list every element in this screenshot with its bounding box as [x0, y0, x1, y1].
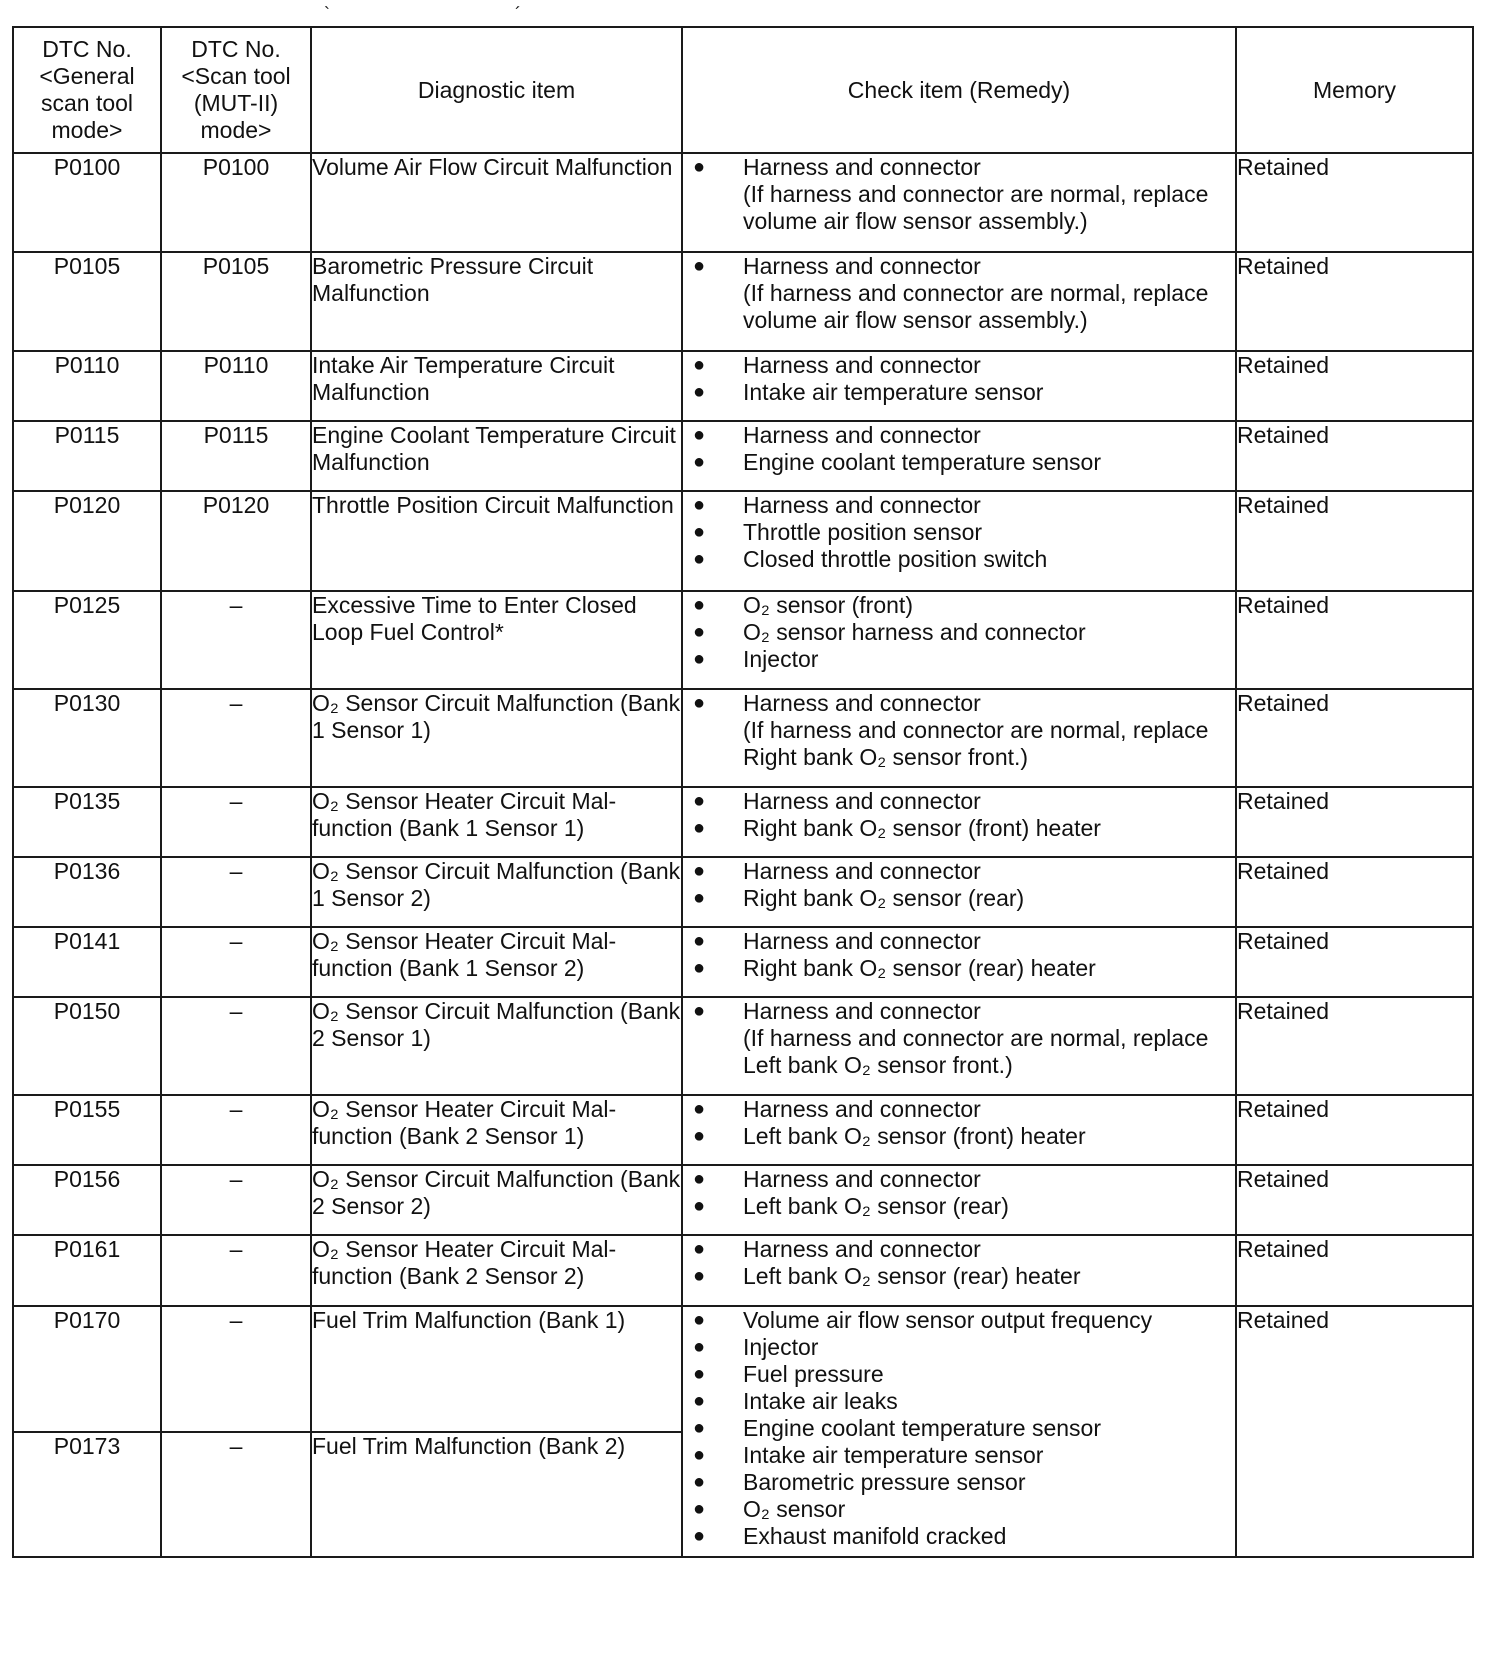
- header-dtc-general: DTC No. <General scan tool mode>: [13, 27, 161, 153]
- bullet-icon: ●: [693, 548, 706, 570]
- bullet-icon: ●: [693, 930, 706, 952]
- check-item-list: [683, 788, 1235, 842]
- memory-status: Retained: [1236, 689, 1473, 787]
- bullet-icon: ●: [693, 1265, 706, 1287]
- check-item: [683, 449, 1235, 476]
- bullet-icon: ●: [693, 1000, 706, 1022]
- bullet-icon: ●: [693, 1525, 706, 1547]
- bullet-icon: ●: [693, 1098, 706, 1120]
- bullet-icon: ●: [693, 451, 706, 473]
- remedy-note: (If harness and connector are normal, replace volume air flow sensor assembly.): [743, 280, 1209, 333]
- check-item: [683, 1469, 1235, 1496]
- check-item: [683, 1415, 1235, 1442]
- dtc-scan-code: –: [161, 997, 311, 1095]
- check-item-text: Exhaust manifold cracked: [743, 1523, 1007, 1549]
- memory-status: Retained: [1236, 997, 1473, 1095]
- check-item: [683, 1496, 1235, 1523]
- check-item-text: Harness and connector: [743, 154, 981, 180]
- check-item-text: Closed throttle position switch: [743, 546, 1048, 572]
- check-item-cell: [682, 252, 1236, 351]
- check-item: [683, 1361, 1235, 1388]
- check-item-text: Harness and connector: [743, 1166, 981, 1192]
- bullet-icon: ●: [693, 1363, 706, 1385]
- bullet-icon: ●: [693, 381, 706, 403]
- check-item: [683, 519, 1235, 546]
- dtc-scan-code: –: [161, 1432, 311, 1557]
- diagnostic-item: Engine Coolant Temperature Circuit Malfunction: [311, 421, 682, 491]
- dtc-scan-code: P0115: [161, 421, 311, 491]
- check-item-text: Intake air temperature sensor: [743, 379, 1044, 405]
- bullet-icon: ●: [693, 494, 706, 516]
- check-item: [683, 1193, 1235, 1220]
- check-item: [683, 998, 1235, 1025]
- remedy-note: (If harness and connector are normal, replace Right bank O₂ sensor front.): [743, 717, 1209, 770]
- dtc-scan-code: –: [161, 591, 311, 689]
- table-row: [13, 787, 1473, 857]
- check-item-list: [683, 422, 1235, 476]
- check-item: [683, 955, 1235, 982]
- check-item-text: Left bank O₂ sensor (rear) heater: [743, 1263, 1081, 1289]
- diagnostic-item: Fuel Trim Malfunction (Bank 2): [311, 1432, 682, 1557]
- dtc-general-code: P0130: [13, 689, 161, 787]
- dtc-scan-code: P0110: [161, 351, 311, 421]
- dtc-table-body: [13, 153, 1473, 1557]
- memory-status: Retained: [1236, 1095, 1473, 1165]
- check-item-text: Intake air leaks: [743, 1388, 898, 1414]
- bullet-icon: ●: [693, 1444, 706, 1466]
- check-item: [683, 646, 1235, 673]
- bullet-icon: ●: [693, 424, 706, 446]
- dtc-scan-code: –: [161, 1165, 311, 1235]
- memory-status: Retained: [1236, 857, 1473, 927]
- check-item-list: [683, 690, 1235, 717]
- bullet-icon: ●: [693, 957, 706, 979]
- check-item: [683, 788, 1235, 815]
- check-item: [683, 1166, 1235, 1193]
- bullet-icon: ●: [693, 1471, 706, 1493]
- remedy-note: (If harness and connector are normal, replace volume air flow sensor assembly.): [743, 181, 1209, 234]
- table-row: [13, 252, 1473, 351]
- bullet-icon: ●: [693, 1336, 706, 1358]
- check-item-text: Harness and connector: [743, 690, 981, 716]
- bullet-icon: ●: [693, 648, 706, 670]
- check-item: [683, 1523, 1235, 1550]
- dtc-general-code: P0136: [13, 857, 161, 927]
- diagnostic-item: O₂ Sensor Circuit Malfunction (Bank 1 Sensor 1): [311, 689, 682, 787]
- dtc-general-code: P0141: [13, 927, 161, 997]
- check-item-cell: [682, 927, 1236, 997]
- bullet-icon: ●: [693, 1125, 706, 1147]
- check-item-text: Right bank O₂ sensor (rear) heater: [743, 955, 1096, 981]
- check-item: [683, 1334, 1235, 1361]
- check-item: [683, 858, 1235, 885]
- bullet-icon: ●: [693, 1417, 706, 1439]
- bullet-icon: ●: [693, 790, 706, 812]
- bullet-icon: ●: [693, 354, 706, 376]
- check-item: [683, 1123, 1235, 1150]
- diagnostic-item: Barometric Pressure Circuit Malfunction: [311, 252, 682, 351]
- check-item: [683, 422, 1235, 449]
- check-item: [683, 1442, 1235, 1469]
- check-item-text: Injector: [743, 1334, 819, 1360]
- table-row: [13, 997, 1473, 1095]
- header-dtc-scan-tool: DTC No. <Scan tool (MUT-II) mode>: [161, 27, 311, 153]
- check-item-text: O₂ sensor harness and connector: [743, 619, 1086, 645]
- check-item-list: [683, 253, 1235, 280]
- bullet-icon: ●: [693, 1168, 706, 1190]
- check-item-text: Harness and connector: [743, 928, 981, 954]
- check-item-text: Injector: [743, 646, 819, 672]
- check-item-text: Harness and connector: [743, 422, 981, 448]
- table-row: [13, 1306, 1473, 1432]
- check-item-cell: [682, 689, 1236, 787]
- check-item: [683, 592, 1235, 619]
- check-item-text: Fuel pressure: [743, 1361, 884, 1387]
- check-item: [683, 928, 1235, 955]
- check-item-cell: [682, 351, 1236, 421]
- diagnostic-item: Excessive Time to Enter Closed Loop Fuel Control*: [311, 591, 682, 689]
- check-item-cell: [682, 997, 1236, 1095]
- table-row: [13, 491, 1473, 591]
- check-item-text: O₂ sensor: [743, 1496, 846, 1522]
- check-item-cell: [682, 1306, 1236, 1557]
- memory-status: Retained: [1236, 1306, 1473, 1557]
- check-item: [683, 154, 1235, 181]
- check-item-cell: [682, 153, 1236, 252]
- check-item-cell: [682, 787, 1236, 857]
- check-item: [683, 1307, 1235, 1334]
- check-item: [683, 492, 1235, 519]
- check-item-list: [683, 492, 1235, 573]
- check-item: [683, 546, 1235, 573]
- table-row: [13, 591, 1473, 689]
- header-row: [13, 27, 1473, 153]
- memory-status: Retained: [1236, 351, 1473, 421]
- dtc-general-code: P0150: [13, 997, 161, 1095]
- header-memory: Memory: [1236, 27, 1473, 153]
- dtc-general-code: P0173: [13, 1432, 161, 1557]
- check-item-list: [683, 352, 1235, 406]
- diagnostic-item: O₂ Sensor Heater Circuit Mal-function (Bank 2 Sensor 2): [311, 1235, 682, 1306]
- check-item: [683, 815, 1235, 842]
- check-item: [683, 379, 1235, 406]
- scan-mark: ´: [515, 4, 521, 24]
- memory-status: Retained: [1236, 591, 1473, 689]
- check-item-cell: [682, 591, 1236, 689]
- check-item-list: [683, 928, 1235, 982]
- memory-status: Retained: [1236, 927, 1473, 997]
- dtc-general-code: P0120: [13, 491, 161, 591]
- check-item-cell: [682, 491, 1236, 591]
- dtc-table: [12, 26, 1474, 1558]
- memory-status: Retained: [1236, 787, 1473, 857]
- diagnostic-item: O₂ Sensor Circuit Malfunction (Bank 1 Sensor 2): [311, 857, 682, 927]
- check-item-cell: [682, 1095, 1236, 1165]
- dtc-general-code: P0125: [13, 591, 161, 689]
- dtc-table-page: [12, 4, 1472, 1558]
- check-item-text: Harness and connector: [743, 788, 981, 814]
- diagnostic-item: O₂ Sensor Circuit Malfunction (Bank 2 Sensor 2): [311, 1165, 682, 1235]
- dtc-general-code: P0115: [13, 421, 161, 491]
- dtc-scan-code: –: [161, 927, 311, 997]
- dtc-general-code: P0155: [13, 1095, 161, 1165]
- bullet-icon: ●: [693, 692, 706, 714]
- table-row: [13, 689, 1473, 787]
- check-item-list: [683, 1166, 1235, 1220]
- dtc-scan-code: –: [161, 689, 311, 787]
- bullet-icon: ●: [693, 521, 706, 543]
- check-item-text: Harness and connector: [743, 858, 981, 884]
- check-item-text: Harness and connector: [743, 998, 981, 1024]
- check-item-text: Intake air temperature sensor: [743, 1442, 1044, 1468]
- check-item-text: Harness and connector: [743, 1096, 981, 1122]
- check-item-cell: [682, 1165, 1236, 1235]
- dtc-scan-code: –: [161, 857, 311, 927]
- diagnostic-item: O₂ Sensor Heater Circuit Mal-function (Bank 1 Sensor 2): [311, 927, 682, 997]
- dtc-general-code: P0135: [13, 787, 161, 857]
- remedy-note: (If harness and connector are normal, replace Left bank O₂ sensor front.): [743, 1025, 1209, 1078]
- memory-status: Retained: [1236, 491, 1473, 591]
- bullet-icon: ●: [693, 1195, 706, 1217]
- bullet-icon: ●: [693, 255, 706, 277]
- check-item: [683, 1096, 1235, 1123]
- check-item-text: Left bank O₂ sensor (front) heater: [743, 1123, 1086, 1149]
- dtc-scan-code: –: [161, 787, 311, 857]
- check-item-text: O₂ sensor (front): [743, 592, 913, 618]
- check-item-list: [683, 154, 1235, 181]
- diagnostic-item: O₂ Sensor Circuit Malfunction (Bank 2 Sensor 1): [311, 997, 682, 1095]
- scan-mark: `: [324, 4, 330, 24]
- dtc-scan-code: –: [161, 1235, 311, 1306]
- check-item-text: Harness and connector: [743, 492, 981, 518]
- bullet-icon: ●: [693, 156, 706, 178]
- header-check-item: Check item (Remedy): [682, 27, 1236, 153]
- diagnostic-item: O₂ Sensor Heater Circuit Mal-function (Bank 1 Sensor 1): [311, 787, 682, 857]
- table-row: [13, 1165, 1473, 1235]
- check-item-list: [683, 1236, 1235, 1290]
- memory-status: Retained: [1236, 421, 1473, 491]
- dtc-scan-code: P0100: [161, 153, 311, 252]
- diagnostic-item: Throttle Position Circuit Malfunction: [311, 491, 682, 591]
- check-item-text: Right bank O₂ sensor (front) heater: [743, 815, 1101, 841]
- check-item-cell: [682, 857, 1236, 927]
- bullet-icon: ●: [693, 1390, 706, 1412]
- check-item: [683, 1263, 1235, 1290]
- check-item: [683, 1236, 1235, 1263]
- dtc-general-code: P0156: [13, 1165, 161, 1235]
- dtc-general-code: P0170: [13, 1306, 161, 1432]
- bullet-icon: ●: [693, 887, 706, 909]
- bullet-icon: ●: [693, 1498, 706, 1520]
- bullet-icon: ●: [693, 860, 706, 882]
- table-row: [13, 351, 1473, 421]
- table-row: [13, 153, 1473, 252]
- memory-status: Retained: [1236, 1235, 1473, 1306]
- check-item-text: Harness and connector: [743, 1236, 981, 1262]
- check-item-text: Barometric pressure sensor: [743, 1469, 1026, 1495]
- check-item: [683, 1388, 1235, 1415]
- check-item-text: Harness and connector: [743, 352, 981, 378]
- diagnostic-item: Volume Air Flow Circuit Malfunction: [311, 153, 682, 252]
- check-item-list: [683, 998, 1235, 1025]
- check-item-list: [683, 1096, 1235, 1150]
- bullet-icon: ●: [693, 621, 706, 643]
- check-item-list: [683, 1307, 1235, 1550]
- dtc-scan-code: P0120: [161, 491, 311, 591]
- dtc-general-code: P0100: [13, 153, 161, 252]
- dtc-general-code: P0110: [13, 351, 161, 421]
- check-item-text: Right bank O₂ sensor (rear): [743, 885, 1025, 911]
- check-item-cell: [682, 421, 1236, 491]
- check-item-text: Harness and connector: [743, 253, 981, 279]
- check-item: [683, 885, 1235, 912]
- check-item: [683, 619, 1235, 646]
- check-item-text: Throttle position sensor: [743, 519, 983, 545]
- bullet-icon: ●: [693, 594, 706, 616]
- dtc-general-code: P0105: [13, 252, 161, 351]
- diagnostic-item: O₂ Sensor Heater Circuit Mal-function (Bank 2 Sensor 1): [311, 1095, 682, 1165]
- dtc-scan-code: –: [161, 1095, 311, 1165]
- bullet-icon: ●: [693, 1238, 706, 1260]
- diagnostic-item: Intake Air Temperature Circuit Malfunction: [311, 351, 682, 421]
- bullet-icon: ●: [693, 817, 706, 839]
- table-row: [13, 421, 1473, 491]
- check-item-text: Engine coolant temperature sensor: [743, 1415, 1101, 1441]
- check-item: [683, 352, 1235, 379]
- table-row: [13, 1095, 1473, 1165]
- table-row: [13, 857, 1473, 927]
- check-item: [683, 690, 1235, 717]
- bullet-icon: ●: [693, 1309, 706, 1331]
- dtc-general-code: P0161: [13, 1235, 161, 1306]
- check-item-text: Engine coolant temperature sensor: [743, 449, 1101, 475]
- dtc-scan-code: –: [161, 1306, 311, 1432]
- check-item-text: Volume air flow sensor output frequency: [743, 1307, 1153, 1333]
- header-diagnostic-item: Diagnostic item: [311, 27, 682, 153]
- check-item-list: [683, 592, 1235, 673]
- memory-status: Retained: [1236, 153, 1473, 252]
- check-item: [683, 253, 1235, 280]
- diagnostic-item: Fuel Trim Malfunction (Bank 1): [311, 1306, 682, 1432]
- memory-status: Retained: [1236, 252, 1473, 351]
- check-item-list: [683, 858, 1235, 912]
- check-item-cell: [682, 1235, 1236, 1306]
- table-row: [13, 927, 1473, 997]
- memory-status: Retained: [1236, 1165, 1473, 1235]
- check-item-text: Left bank O₂ sensor (rear): [743, 1193, 1009, 1219]
- dtc-scan-code: P0105: [161, 252, 311, 351]
- table-row: [13, 1235, 1473, 1306]
